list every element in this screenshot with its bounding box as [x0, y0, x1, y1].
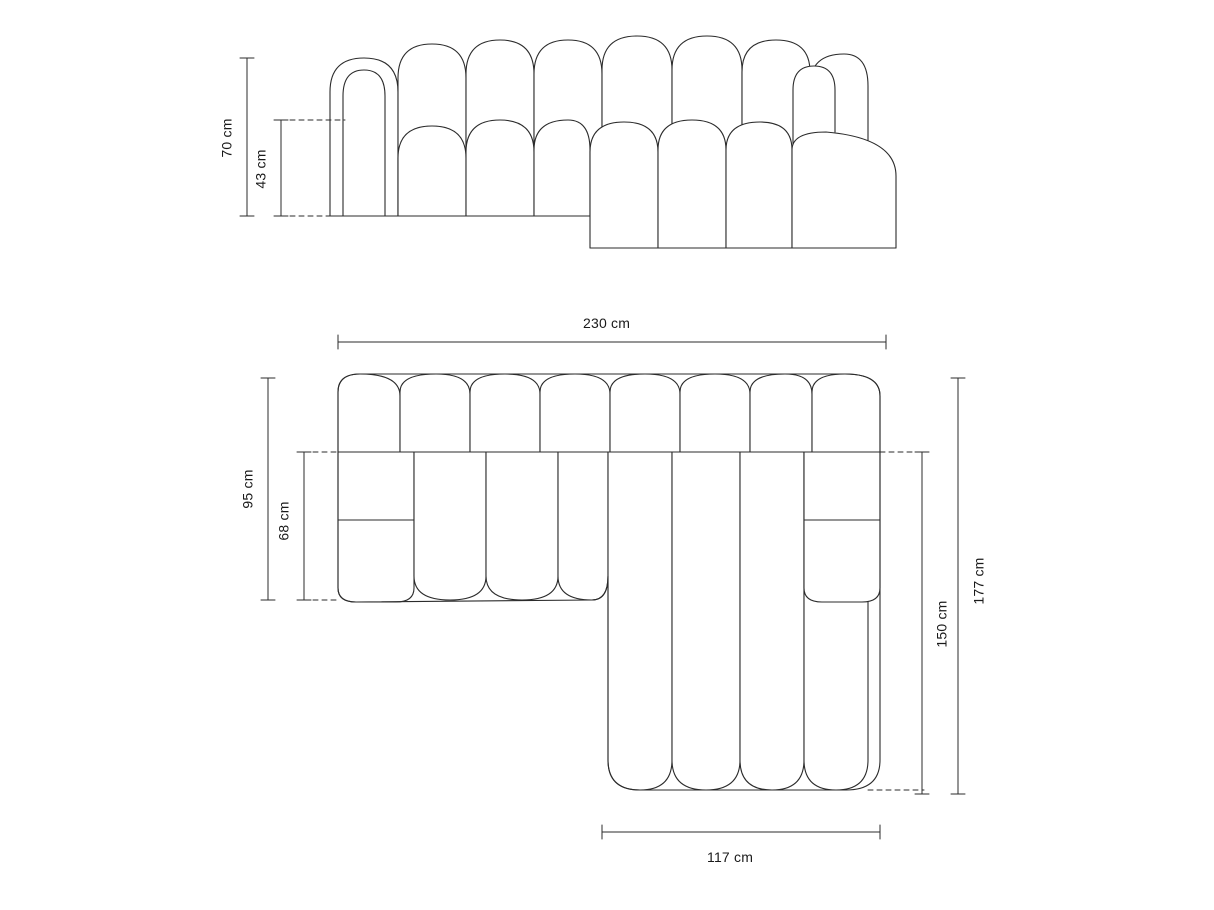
dimension-label-overall-width: 230 cm	[583, 315, 631, 331]
dimension-label-back-depth: 95 cm	[239, 469, 256, 509]
dimension-label-overall-depth: 177 cm	[970, 557, 987, 605]
dimension-label-overall-height: 70 cm	[218, 118, 235, 158]
dimension-label-chaise-width: 117 cm	[707, 849, 754, 865]
plan-view	[338, 374, 880, 790]
dimension-label-chaise-depth: 150 cm	[933, 600, 950, 648]
dimension-label-seat-depth: 68 cm	[275, 501, 292, 541]
elevation-dimension-lines	[240, 58, 345, 216]
dimension-label-seat-height: 43 cm	[252, 149, 269, 189]
elevation-view	[330, 36, 896, 248]
